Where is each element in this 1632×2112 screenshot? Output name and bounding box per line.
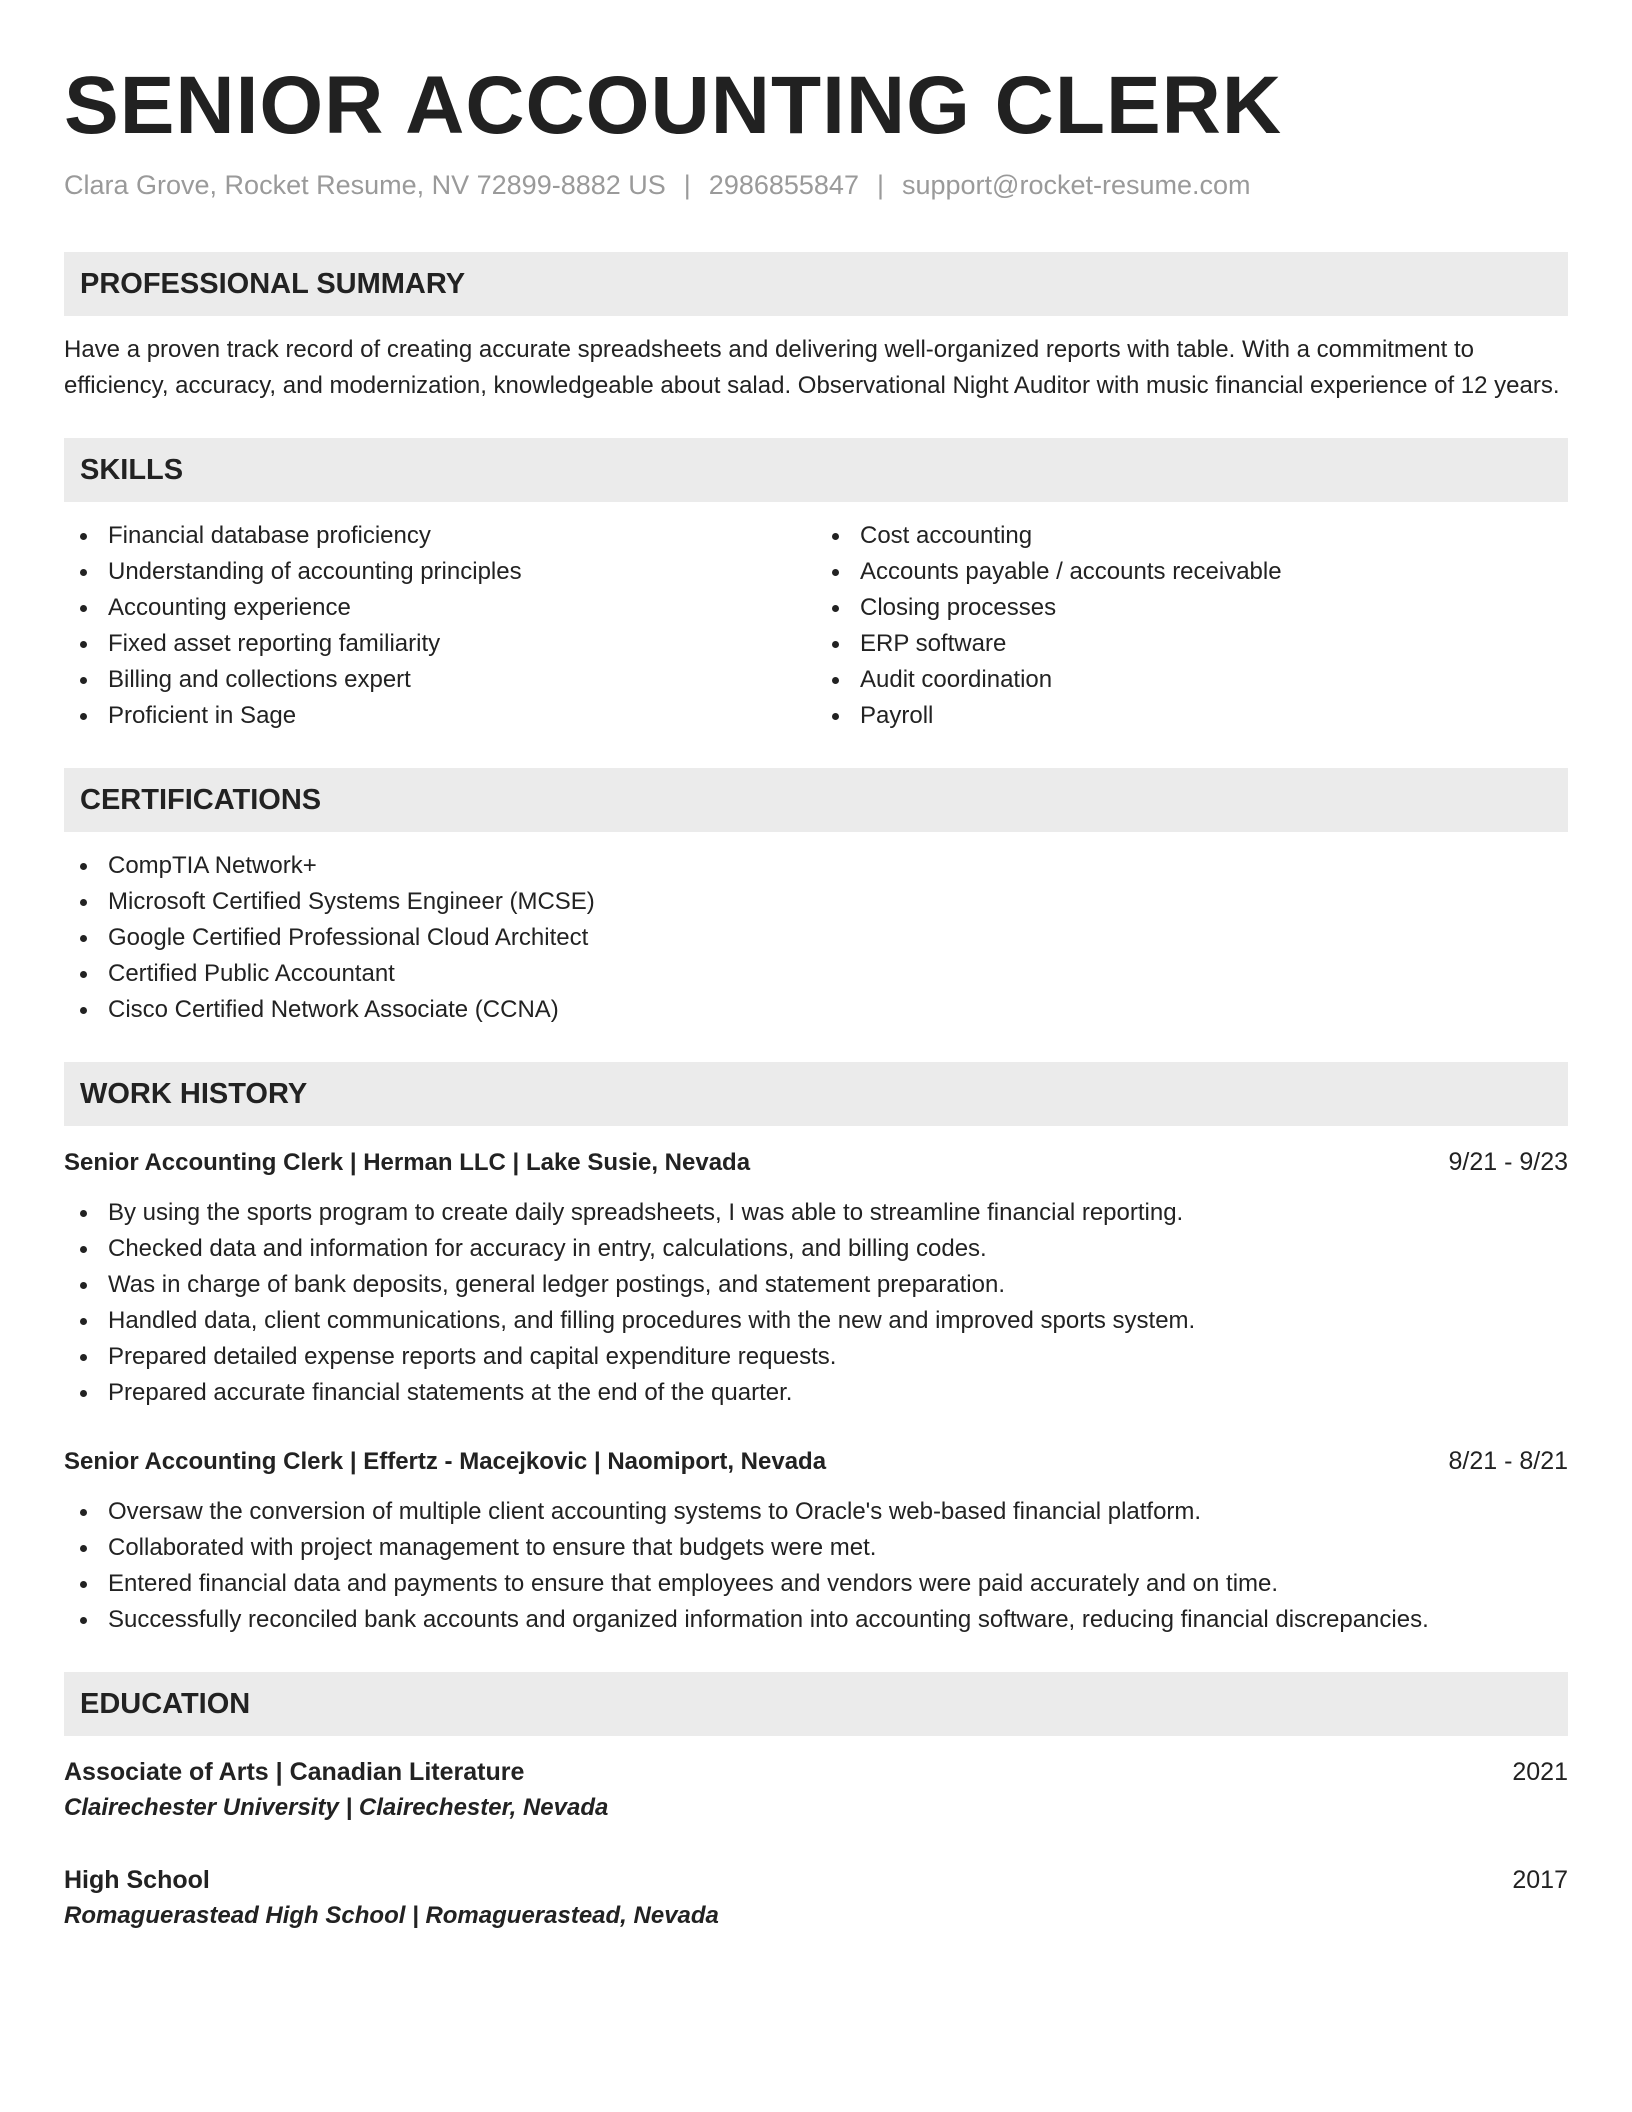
job-entry <box>64 1144 1568 1411</box>
work-heading: WORK HISTORY <box>64 1062 1568 1126</box>
certification-item: CompTIA Network+ <box>64 848 1568 884</box>
skill-item: ERP software <box>816 626 1568 662</box>
certifications-list <box>64 848 1568 1028</box>
certification-item: Certified Public Accountant <box>64 956 1568 992</box>
skill-item: Accounting experience <box>64 590 816 626</box>
job-bullet: Prepared detailed expense reports and capital expenditure requests. <box>64 1339 1568 1375</box>
job-bullet: Oversaw the conversion of multiple client accounting systems to Oracle's web-based financial platform. <box>64 1494 1568 1530</box>
work-section <box>64 1062 1568 1638</box>
contact-line <box>64 168 1568 202</box>
education-entry <box>64 1862 1568 1934</box>
job-header <box>64 1443 1568 1480</box>
job-entry <box>64 1443 1568 1638</box>
education-entry <box>64 1754 1568 1826</box>
skill-item: Understanding of accounting principles <box>64 554 816 590</box>
education-degree: High School <box>64 1866 210 1894</box>
summary-text: Have a proven track record of creating accurate spreadsheets and delivering well-organized reports with table. With a commitment to efficiency, accuracy, and modernization, knowledgeable about salad. Observational Night Auditor with music financial experience of 12 years. <box>64 336 1560 399</box>
job-bullet: Was in charge of bank deposits, general ledger postings, and statement preparation. <box>64 1267 1568 1303</box>
summary-section <box>64 252 1568 404</box>
job-dates: 8/21 - 8/21 <box>1448 1447 1568 1475</box>
skill-item: Closing processes <box>816 590 1568 626</box>
summary-heading: PROFESSIONAL SUMMARY <box>64 252 1568 316</box>
skills-section <box>64 438 1568 734</box>
skills-right-list <box>816 518 1568 734</box>
skill-item: Audit coordination <box>816 662 1568 698</box>
job-bullet: Handled data, client communications, and filling procedures with the new and improved sports system. <box>64 1303 1568 1339</box>
job-bullet: Entered financial data and payments to ensure that employees and vendors were paid accurately and on time. <box>64 1566 1568 1602</box>
skill-item: Payroll <box>816 698 1568 734</box>
job-title: Senior Accounting Clerk | Effertz - Macejkovic | Naomiport, Nevada <box>64 1448 827 1475</box>
skills-heading: SKILLS <box>64 438 1568 502</box>
education-row <box>64 1862 1568 1898</box>
job-bullet: By using the sports program to create daily spreadsheets, I was able to streamline financial reporting. <box>64 1195 1568 1231</box>
job-bullets <box>64 1195 1568 1411</box>
education-school: Clairechester University | Clairechester, Nevada <box>64 1794 609 1821</box>
job-bullet: Collaborated with project management to ensure that budgets were met. <box>64 1530 1568 1566</box>
education-heading: EDUCATION <box>64 1672 1568 1736</box>
skill-item: Proficient in Sage <box>64 698 816 734</box>
contact-phone: 2986855847 <box>708 170 859 200</box>
certification-item: Microsoft Certified Systems Engineer (MCSE) <box>64 884 1568 920</box>
contact-email: support@rocket-resume.com <box>901 170 1251 200</box>
contact-separator: | <box>876 170 884 200</box>
skill-item: Fixed asset reporting familiarity <box>64 626 816 662</box>
job-header <box>64 1144 1568 1181</box>
contact-separator: | <box>683 170 691 200</box>
job-bullets <box>64 1494 1568 1638</box>
job-bullet: Successfully reconciled bank accounts and organized information into accounting software, reducing financial discrepancies. <box>64 1602 1568 1638</box>
skill-item: Billing and collections expert <box>64 662 816 698</box>
skills-columns <box>64 502 1568 734</box>
skill-item: Cost accounting <box>816 518 1568 554</box>
education-row <box>64 1754 1568 1790</box>
certification-item: Cisco Certified Network Associate (CCNA) <box>64 992 1568 1028</box>
skills-left-list <box>64 518 816 734</box>
education-year: 2017 <box>1512 1866 1568 1894</box>
education-degree: Associate of Arts | Canadian Literature <box>64 1758 525 1786</box>
skill-item: Financial database proficiency <box>64 518 816 554</box>
education-section <box>64 1672 1568 1934</box>
skill-item: Accounts payable / accounts receivable <box>816 554 1568 590</box>
certification-item: Google Certified Professional Cloud Architect <box>64 920 1568 956</box>
contact-address: Clara Grove, Rocket Resume, NV 72899-8882 US <box>64 170 666 200</box>
resume-title: SENIOR ACCOUNTING CLERK <box>64 60 1283 151</box>
education-school: Romaguerastead High School | Romaguerastead, Nevada <box>64 1902 719 1929</box>
job-title: Senior Accounting Clerk | Herman LLC | Lake Susie, Nevada <box>64 1149 751 1176</box>
job-bullet: Checked data and information for accuracy in entry, calculations, and billing codes. <box>64 1231 1568 1267</box>
certifications-heading: CERTIFICATIONS <box>64 768 1568 832</box>
certifications-section <box>64 768 1568 1028</box>
education-year: 2021 <box>1512 1758 1568 1786</box>
job-dates: 9/21 - 9/23 <box>1448 1148 1568 1176</box>
job-bullet: Prepared accurate financial statements at the end of the quarter. <box>64 1375 1568 1411</box>
